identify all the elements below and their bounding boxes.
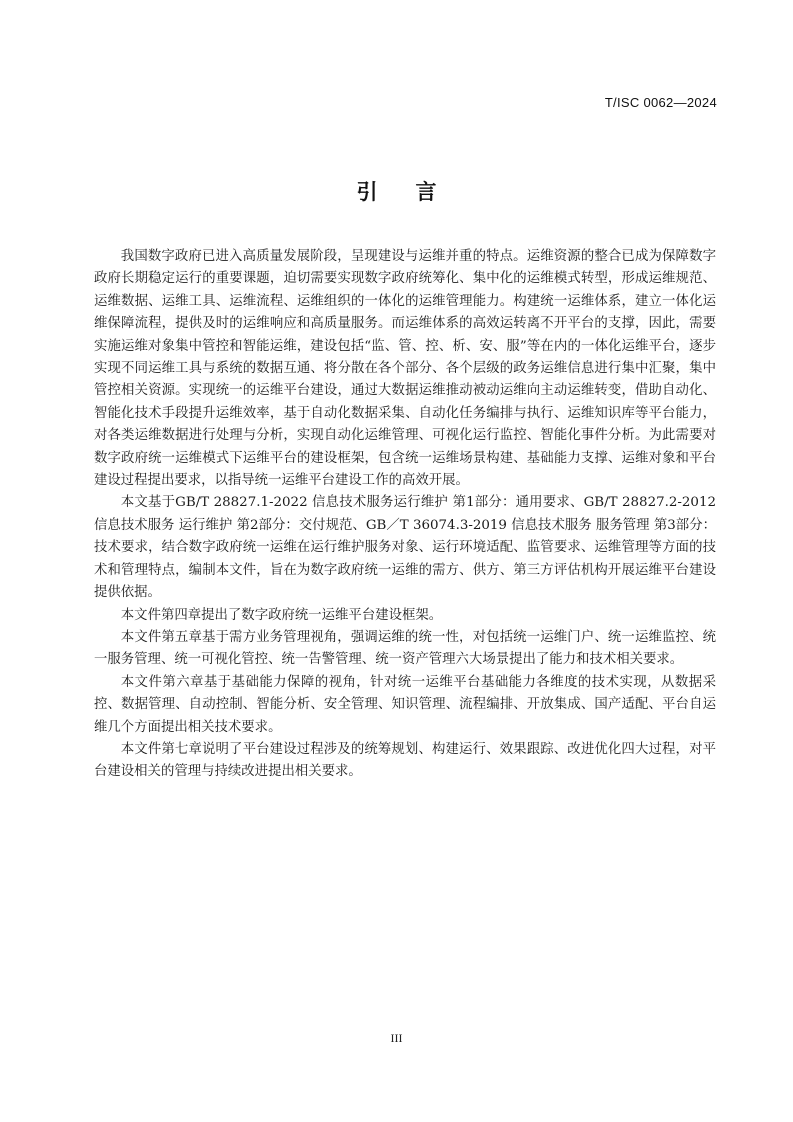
paragraph-chapter-5: 本文件第五章基于需方业务管理视角，强调运维的统一性，对包括统一运维门户、统一运维监控、统一服务管理、统一可视化管控、统一告警管理、统一资产管理六大场景提出了能力和技术相关要求。 <box>94 629 716 668</box>
document-body <box>94 246 716 784</box>
paragraph-basis: 本文基于GB/T 28827.1-2022 信息技术服务运行维护 第1部分：通用要求、GB/T 28827.2-2012 信息技术服务 运行维护 第2部分：交付规范、GB／T 36074.3-2019 信息技术服务 服务管理 第3部分：技术要求，结合数字政府统一运维在运行维护服务对象、运行环境适配、监管要求、运维管理等方面的技术和管理特点，编制本文件，旨在为数字政府统一运维的需方、供方、第三方评估机构开展运维平台建设提供依据。 <box>94 495 716 601</box>
standard-code: T/ISC 0062—2024 <box>604 95 717 110</box>
paragraph-intro: 我国数字政府已进入高质量发展阶段，呈现建设与运维并重的特点。运维资源的整合已成为保障数字政府长期稳定运行的重要课题，迫切需要实现数字政府统筹化、集中化的运维模式转型，形成运维规范、运维数据、运维工具、运维流程、运维组织的一体化的运维管理能力。构建统一运维体系，建立一体化运维保障流程，提供及时的运维响应和高质量服务。而运维体系的高效运转离不开平台的支撑，因此，需要实施运维对象集中管控和智能运维，建设包括“监、管、控、析、安、服”等在内的一体化运维平台，逐步实现不同运维工具与系统的数据互通、将分散在各个部分、各个层级的政务运维信息进行集中汇聚，集中管控相关资源。实现统一的运维平台建设，通过大数据运维推动被动运维向主动运维转变，借助自动化、智能化技术手段提升运维效率，基于自动化数据采集、自动化任务编排与执行、运维知识库等平台能力，对各类运维数据进行处理与分析，实现自动化运维管理、可视化运行监控、智能化事件分析。为此需要对数字政府统一运维模式下运维平台的建设框架，包含统一运维场景构建、基础能力支撑、运维对象和平台建设过程提出要求，以指导统一运维平台建设工作的高效开展。 <box>94 249 716 489</box>
paragraph-chapter-6: 本文件第六章基于基础能力保障的视角，针对统一运维平台基础能力各维度的技术实现，从数据采控、数据管理、自动控制、智能分析、安全管理、知识管理、流程编排、开放集成、国产适配、平台自运维几个方面提出相关技术要求。 <box>94 674 716 735</box>
paragraph-chapter-7: 本文件第七章说明了平台建设过程涉及的统筹规划、构建运行、效果跟踪、改进优化四大过程，对平台建设相关的管理与持续改进提出相关要求。 <box>94 741 716 780</box>
paragraph-chapter-4: 本文件第四章提出了数字政府统一运维平台建设框架。 <box>120 607 443 623</box>
page-title: 引言 <box>356 180 475 204</box>
page-number: III <box>390 1031 403 1045</box>
